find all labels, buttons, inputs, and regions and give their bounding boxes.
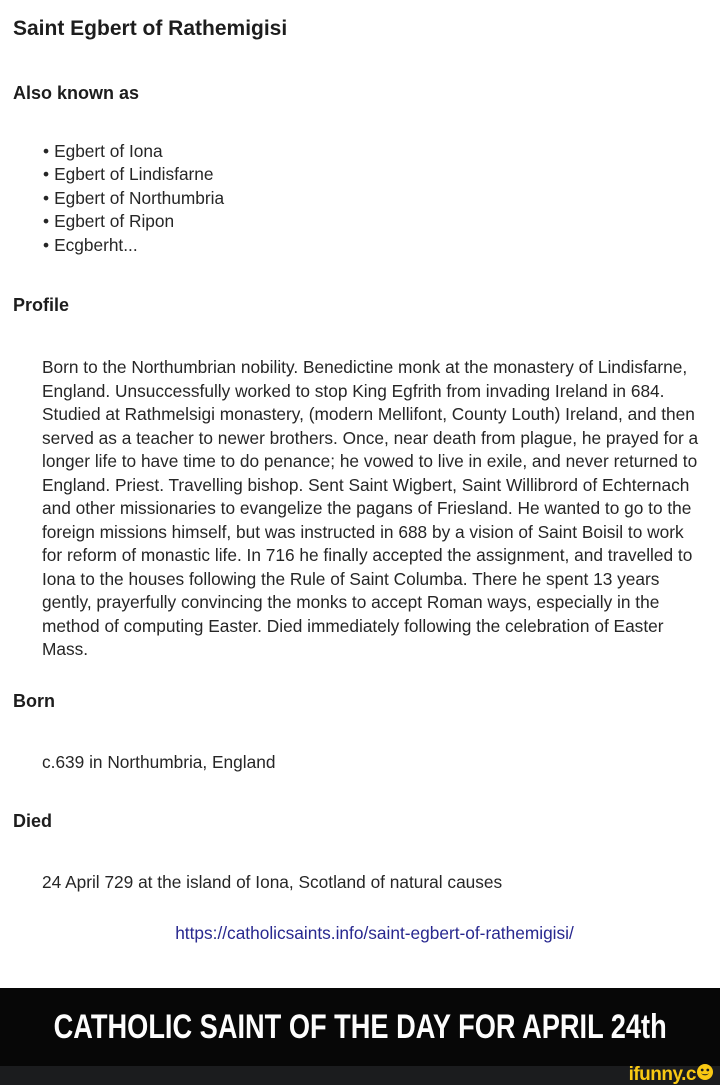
list-item bbox=[43, 140, 720, 163]
list-item bbox=[43, 163, 720, 186]
also-known-as-list bbox=[43, 140, 720, 257]
bullet-icon: • bbox=[43, 164, 50, 185]
heading-profile: Profile bbox=[13, 295, 70, 316]
bullet-icon: • bbox=[43, 141, 50, 161]
source-link[interactable]: https://catholicsaints.info/saint-egbert-of-rathemigisi/ bbox=[175, 922, 574, 943]
list-item-label: Egbert of Lindisfarne bbox=[54, 164, 214, 185]
heading-also-known-as: Also known as bbox=[13, 83, 140, 103]
caption-banner bbox=[0, 988, 720, 1066]
heading-died: Died bbox=[13, 811, 53, 832]
bullet-icon: • bbox=[43, 211, 50, 232]
heading-born: Born bbox=[13, 690, 55, 711]
bullet-icon: • bbox=[43, 234, 50, 255]
ifunny-logo-text: ifunny.c bbox=[628, 1063, 696, 1085]
watermark-bar bbox=[0, 1063, 720, 1085]
list-item bbox=[43, 210, 720, 233]
smiley-face-icon bbox=[697, 1064, 713, 1084]
list-item-label: Egbert of Ripon bbox=[54, 211, 175, 232]
list-item bbox=[43, 234, 720, 257]
died-text: 24 April 729 at the island of Iona, Scotland of natural causes bbox=[42, 872, 503, 893]
list-item-label: Egbert of Iona bbox=[54, 141, 163, 161]
born-text: c.639 in Northumbria, England bbox=[42, 751, 276, 772]
list-item-label: Ecgberht... bbox=[54, 234, 138, 255]
caption-banner-text: CATHOLIC SAINT OF THE DAY FOR APRIL 24th bbox=[53, 1007, 667, 1046]
bullet-icon: • bbox=[43, 187, 50, 208]
profile-text: Born to the Northumbrian nobility. Benedictine monk at the monastery of Lindisfarne, England. Unsuccessfully worked to stop King Egfrith from invading Ireland in 684. Studied at Rathmelsigi monastery, (modern Mellifont, County Louth) Ireland, and then served as a teacher to newer brothers. Once, near death from plague, he prayed for a longer life to have time to do penance; he vowed to live in exile, and never returned to England. Priest. Travelling bishop. Sent Saint Wigbert, Saint Willibrord of Echternach and other missionaries to evangelize the pagans of Friesland. He wanted to go to the foreign missions himself, but was instructed in 688 by a vision of Saint Boisil to work for reform of monastic life. In 716 he finally accepted the assignment, and travelled to Iona to the houses following the Rule of Saint Columba. There he spent 13 years gently, prayerfully convincing the monks to accept Roman ways, especially in the method of computing Easter. Died immediately following the celebration of Easter Mass. bbox=[42, 357, 699, 660]
list-item-label: Egbert of Northumbria bbox=[54, 187, 225, 208]
list-item bbox=[43, 187, 720, 210]
source-link-row bbox=[42, 922, 707, 946]
ifunny-logo bbox=[629, 1064, 713, 1084]
page-title: Saint Egbert of Rathemigisi bbox=[13, 17, 288, 40]
